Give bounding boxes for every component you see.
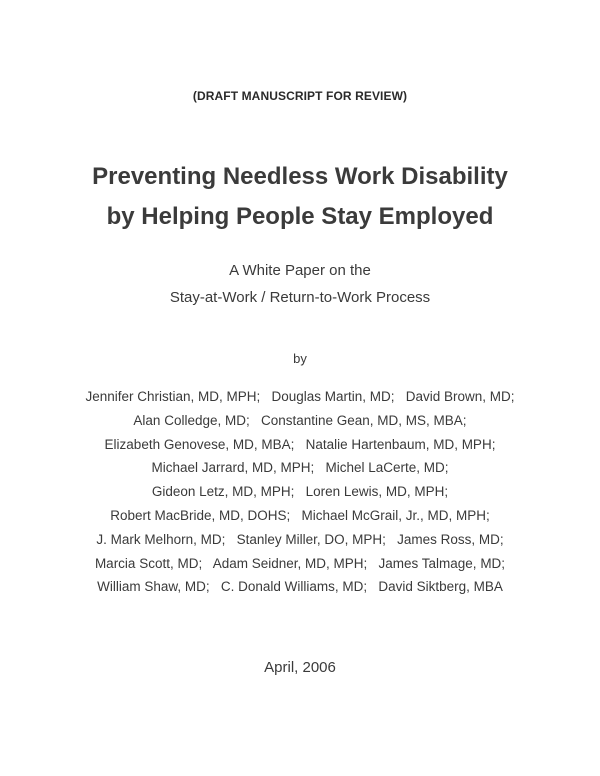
- author-line: J. Mark Melhorn, MD; Stanley Miller, DO, MPH; James Ross, MD;: [96, 531, 504, 547]
- subtitle-line-2: Stay-at-Work / Return-to-Work Process: [169, 289, 431, 306]
- author-line: Elizabeth Genovese, MD, MBA; Natalie Hartenbaum, MD, MPH;: [104, 436, 496, 452]
- document-subtitle: [0, 257, 600, 311]
- author-line: Marcia Scott, MD; Adam Seidner, MD, MPH; James Talmage, MD;: [94, 555, 506, 571]
- document-title: [0, 157, 600, 237]
- by-label: by: [293, 351, 307, 366]
- author-line: Jennifer Christian, MD, MPH; Douglas Martin, MD; David Brown, MD;: [85, 389, 515, 404]
- author-line: Gideon Letz, MD, MPH; Loren Lewis, MD, MPH;: [151, 484, 449, 500]
- author-line: William Shaw, MD; C. Donald Williams, MD; David Siktberg, MBA: [97, 579, 503, 595]
- subtitle-line-1: A White Paper on the: [229, 262, 371, 279]
- draft-label: (DRAFT MANUSCRIPT FOR REVIEW): [192, 89, 408, 103]
- author-line: Alan Colledge, MD; Constantine Gean, MD, MS, MBA;: [133, 412, 467, 428]
- publication-date: April, 2006: [264, 659, 336, 676]
- author-line: Michael Jarrard, MD, MPH; Michel LaCerte, MD;: [151, 460, 449, 476]
- title-line-1: Preventing Needless Work Disability: [92, 163, 508, 190]
- title-line-2: by Helping People Stay Employed: [106, 203, 494, 230]
- author-list: [0, 385, 600, 599]
- author-line: Robert MacBride, MD, DOHS; Michael McGrail, Jr., MD, MPH;: [110, 507, 490, 523]
